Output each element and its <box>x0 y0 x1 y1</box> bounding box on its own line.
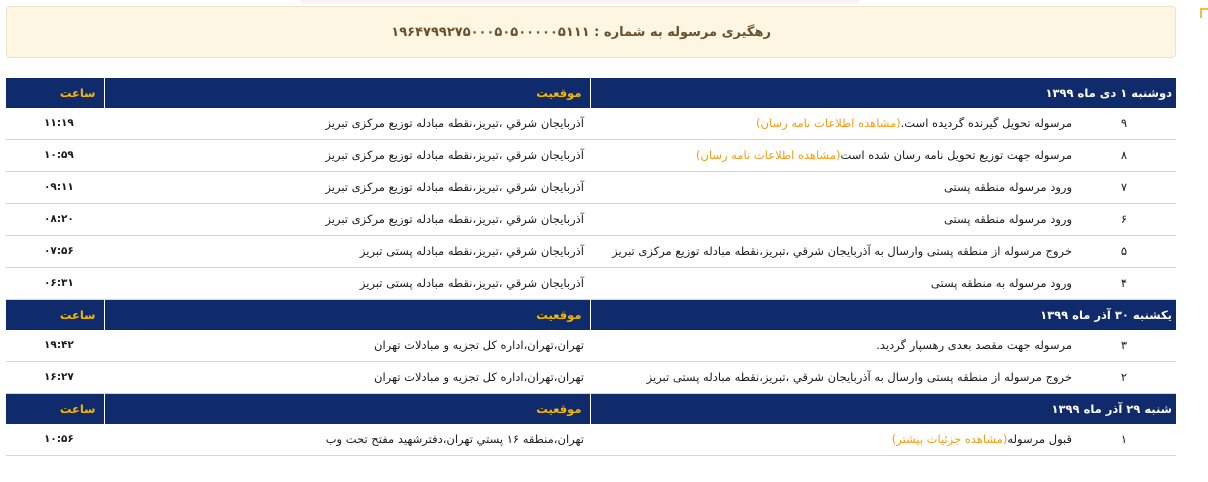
event-description: قبول مرسوله <box>1007 432 1072 446</box>
details-link[interactable]: (مشاهده اطلاعات نامه رسان) <box>756 116 901 130</box>
tracking-title: رهگیری مرسوله به شماره : ۱۹۶۴۷۹۹۲۷۵۰۰۰۵۰۵۰۰۰۰۰۵۱۱۱ <box>391 24 771 40</box>
corner-bracket-icon <box>1200 8 1208 18</box>
event-description: مرسوله جهت مقصد بعدی رهسپار گردید. <box>876 338 1072 352</box>
step-number: ۲ <box>1074 362 1176 394</box>
event-location: آذربايجان شرقي ،تبریز،نقطه مبادله توزیع مرکزی تبریز <box>104 140 590 172</box>
tracking-row <box>6 204 1176 236</box>
event-cell <box>590 236 1074 268</box>
event-cell <box>590 108 1074 140</box>
tracking-row <box>6 268 1176 300</box>
tracking-row <box>6 108 1176 140</box>
event-time: ۰۸:۲۰ <box>6 204 104 236</box>
event-location: آذربايجان شرقي ،تبریز،نقطه مبادله پستی تبریز <box>104 268 590 300</box>
event-cell <box>590 204 1074 236</box>
time-column-header: ساعت <box>6 300 104 331</box>
top-edge-decoration <box>300 0 860 4</box>
details-link[interactable]: (مشاهده جزئیات بیشتر) <box>891 432 1008 446</box>
step-number: ۵ <box>1074 236 1176 268</box>
tracking-row <box>6 172 1176 204</box>
tracking-row <box>6 140 1176 172</box>
day-title: دوشنبه ۱ دی ماه ۱۳۹۹ <box>590 78 1176 108</box>
event-location: آذربايجان شرقي ،تبریز،نقطه مبادله توزیع مرکزی تبریز <box>104 108 590 140</box>
day-header-row <box>6 78 1176 108</box>
event-time: ۰۶:۳۱ <box>6 268 104 300</box>
event-time: ۰۹:۱۱ <box>6 172 104 204</box>
tracking-banner <box>6 6 1176 58</box>
event-time: ۱۹:۴۲ <box>6 330 104 362</box>
step-number: ۶ <box>1074 204 1176 236</box>
event-location: آذربايجان شرقي ،تبریز،نقطه مبادله پستی تبریز <box>104 236 590 268</box>
event-description: ورود مرسوله منطقه پستی <box>943 180 1072 194</box>
day-title: شنبه ۲۹ آذر ماه ۱۳۹۹ <box>590 394 1176 425</box>
tracking-row <box>6 330 1176 362</box>
step-number: ۴ <box>1074 268 1176 300</box>
step-number: ۱ <box>1074 424 1176 456</box>
step-number: ۸ <box>1074 140 1176 172</box>
event-cell <box>590 424 1074 456</box>
step-number: ۹ <box>1074 108 1176 140</box>
tracking-row <box>6 362 1176 394</box>
tracking-row <box>6 236 1176 268</box>
event-cell <box>590 330 1074 362</box>
event-time: ۱۰:۵۹ <box>6 140 104 172</box>
event-cell <box>590 140 1074 172</box>
location-column-header: موقعیت <box>104 300 590 331</box>
time-column-header: ساعت <box>6 394 104 425</box>
day-title: یکشنبه ۳۰ آذر ماه ۱۳۹۹ <box>590 300 1176 331</box>
event-cell <box>590 172 1074 204</box>
step-number: ۳ <box>1074 330 1176 362</box>
time-column-header: ساعت <box>6 78 104 108</box>
location-column-header: موقعیت <box>104 78 590 108</box>
event-cell <box>590 268 1074 300</box>
event-cell <box>590 362 1074 394</box>
step-number: ۷ <box>1074 172 1176 204</box>
location-column-header: موقعیت <box>104 394 590 425</box>
event-description: خروج مرسوله از منطقه پستی وارسال به آذربايجان شرقي ،تبریز،نقطه مبادله پستی تبریز <box>646 370 1072 384</box>
event-location: تهران،تهران،اداره کل تجزیه و مبادلات تهران <box>104 362 590 394</box>
event-time: ۱۶:۲۷ <box>6 362 104 394</box>
event-location: آذربايجان شرقي ،تبریز،نقطه مبادله توزیع مرکزی تبریز <box>104 172 590 204</box>
event-location: تهران،تهران،اداره کل تجزیه و مبادلات تهران <box>104 330 590 362</box>
event-description: خروج مرسوله از منطقه پستی وارسال به آذربايجان شرقي ،تبریز،نقطه مبادله توزیع مرکزی تبریز <box>612 244 1072 258</box>
details-link[interactable]: (مشاهده اطلاعات نامه رسان) <box>695 148 841 162</box>
event-time: ۱۱:۱۹ <box>6 108 104 140</box>
event-time: ۱۰:۵۶ <box>6 424 104 456</box>
day-header-row <box>6 300 1176 331</box>
event-description: ورود مرسوله منطقه پستی <box>943 212 1072 226</box>
day-header-row <box>6 394 1176 425</box>
event-location: تهران،منطقه ۱۶ پستي تهران،دفترشهید مفتح تحت وب <box>104 424 590 456</box>
event-description: ورود مرسوله به منطقه پستی <box>930 276 1072 290</box>
tracking-row <box>6 424 1176 456</box>
event-location: آذربايجان شرقي ،تبریز،نقطه مبادله توزیع مرکزی تبریز <box>104 204 590 236</box>
event-description: مرسوله جهت توزیع تحویل نامه رسان شده است <box>840 148 1072 162</box>
event-time: ۰۷:۵۶ <box>6 236 104 268</box>
tracking-table <box>6 78 1176 456</box>
event-description: مرسوله تحویل گیرنده گردیده است. <box>900 116 1072 130</box>
